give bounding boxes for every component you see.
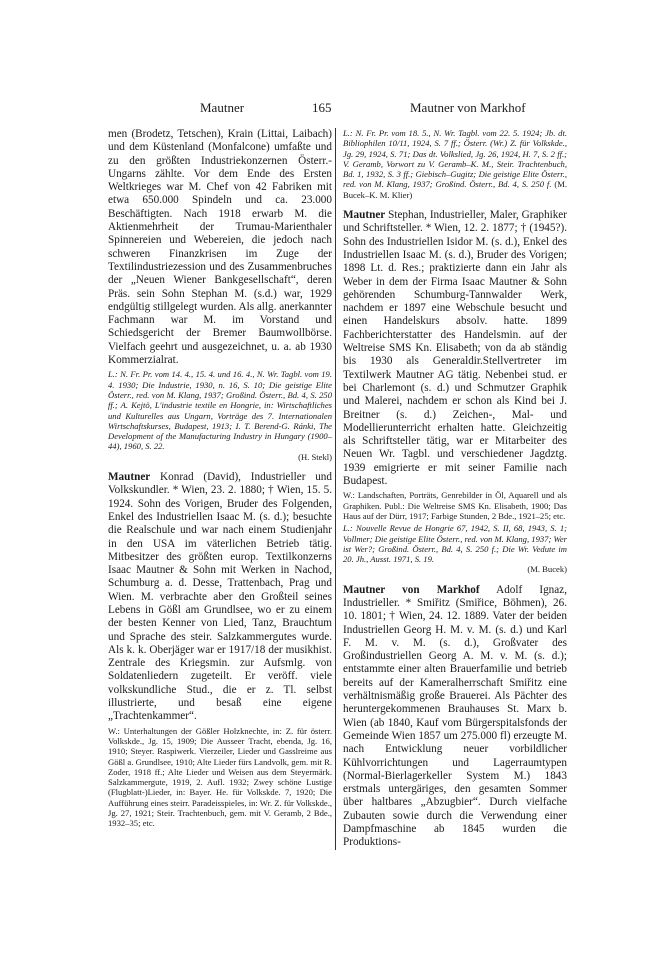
- author-signature: (M. Bucek–K. M. Klier): [343, 179, 568, 200]
- entry-text: Adolf Ignaz, Industrieller. * Smiřitz (Smiřice, Böhmen), 26. 10. 1801; † Wien, 24. 12. 1889. Vater der beiden Industriellen Georg H. M. v. M. (s. d.) und Karl F. M. v. M. (s. d.), Großvater des Großindustriellen Georg A. M. v. M. (s. d.); entstammte einer alten Brauerfamilie und betrieb bereits auf der Kameralherrschaft Smiřitz eine verhältnismäßig große Brauerei. Als Pächter des heruntergekommenen Brauhauses St. Marx b. Wien (ab 1840, Kauf vom Bürgerspitalsfonds der Gemeinde Wien 1857 um 275.000 fl) erzeugte M. nach Entwicklung neuer vorbildlicher Kühlvorrichtungen und Lagerraumtypen (Normal-Bierlagerkeller System M.) 1843 erstmals untergäriges, den gesamten Sommer über haltbares „Abzugbier“. Durch vielfache Zubauten sowie durch die Verwendung einer Dampfmaschine ab 1845 wurden die Produktions-: [343, 583, 567, 849]
- entry-continuation-literature: [108, 369, 332, 462]
- entry-konrad-works: W.: Unterhaltungen der Gößler Holzknechte, in: Z. für österr. Volkskde., Jg. 15, 1909; Die Ausseer Tracht, ebenda, Jg. 16, 1910; Steyer. Raspiwerk. Vierzeiler, Lieder und Gasslreime aus Gößl a. Grundlsee, 1910; Alte Lieder fürs Landvolk, gem. mit R. Zoder, 1918 ff.; Alte Lieder und Weisen aus dem Steyermärk. Salzkammergute, 1919, 2. Aufl. 1932; Zwey schöne Lustige (Flugblatt-)Lieder, in: Bayer. He. für Volkskde. 7, 1920; Die Aufführung eines steirr. Paradeisspieles, in: Wr. Z. für Volkskde., Jg. 27, 1921; Steir. Trachtenbuch, gem. mit V. Geramb, 2 Bde., 1932–35; etc.: [108, 725, 332, 829]
- literature-text: L.: N. Fr. Pr. vom 14. 4., 15. 4. und 16. 4., N. Wr. Tagbl. vom 19. 4. 1930; Die Industrie, 1930, n. 16, S. 10; Die geistige Elite Österr., red. von M. Klang, 1937; Großind. Österr., Bd. 4, S. 250 ff.; A. Kejtö, L'industrie textile en Hongrie, in: Wirtschaftliches und Kulturelles aus Ungarn, Vorträge des 7. Internationalen Wirtschaftskurses, Budapest, 1913; I. T. Berend-G. Ránki, The Development of the Manufacturing Industry in Hungary (1900–44), 1960, S. 22.: [108, 369, 332, 452]
- entry-stephan-works: W.: Landschaften, Porträts, Genrebilder in Öl, Aquarell und als Graphiken. Publ.: Die Weltreise SMS Kn. Elisabeth, 1900; Das Haus auf der Dürr, 1917; Farbige Stunden, 2 Bde., 1921–25; etc.: [343, 490, 567, 521]
- entry-markhof: [343, 584, 567, 850]
- author-signature: (M. Bucek): [527, 564, 567, 575]
- literature-text: L.: N. Fr. Pr. vom 18. 5., N. Wr. Tagbl. vom 22. 5. 1924; Jb. dt. Bibliophilen 10/11, 1924, S. 7 ff.; Österr. (Wr.) Z. für Volkskde., Jg. 29, 1924, S. 71; Das dt. Volkslied, Jg. 26, 1924, H. 7, S. 2 ff.; V. Geramb, Vorwort zu V. Geramb–K. M., Steir. Trachtenbuch, Bd. 1, 1932, S. 3 ff.; Giebisch–Gugitz; Die geistige Elite Österr., red. von M. Klang, 1937; Großind. Österr., Bd. 4, S. 250 f.: [343, 128, 567, 190]
- entry-continuation-text: men (Brodetz, Tetschen), Krain (Littai, Laibach) und dem Küstenland (Monfalcone) umfaßte und zu den größten Industriekonzernen Österr.-Ungarns zählte. Vor dem Ende des Ersten Weltkrieges war M. Chef von 42 Fabriken mit etwa 650.000 Spindeln und ca. 23.000 Beschäftigten. Nach 1918 erwarb M. die Aktienmehrheit der Trumau-Marienthaler Spinnereien und Webereien, die jedoch nach schweren Finanzkrisen im Zuge der Textilindustriezession und des Zusammenbruches der „Neuen Wiener Bankgesellschaft“, deren Präs. sein Sohn Stephan M. (s.d.) war, 1929 endgültig stillgelegt wurden. Als allg. anerkannter Fachmann war M. im Vorstand und Schiedsgericht der Bremer Baumwollbörse. Vielfach geehrt und ausgezeichnet, u. a. ab 1930 Kommerzialrat.: [108, 128, 333, 367]
- entry-text: Stephan, Industrieller, Maler, Graphiker und Schriftsteller. * Wien, 12. 2. 1877; † (1945?). Sohn des Industriellen Isidor M. (s. d.), Enkel des Industriellen Isaac M. (s. d.), Bruder des Vorigen; 1898 Lt. d. Res.; praktizierte dann ein Jahr als Weber in dem der Firma Isaac Mautner & Sohn gehörenden Schumburg-Tannwalder Werk, nachdem er 1897 eine Webschule besucht und einen Handelskurs absolv. hatte. 1899 Fachberichterstatter des Handelsmin. auf der Weltreise SMS Kn. Elisabeth; von da ab ständig bis 1930 als Generaldir.Stellvertreter im Textilwerk Mautner AG tätig. Nebenbei stud. er bei Charlemont (s. d.) und Schmutzer Graphik und Malerei, nachdem er schon als Kind bei J. Breitner (s. d.) Zeichen-, Mal- und Modellierunterricht erhalten hatte. Gleichzeitig als Schriftsteller tätig, war er Mitarbeiter des Neuen Wr. Tagbl. und verschiedener Jagdztg. 1939 emigrierte er mit seiner Familie nach Budapest.: [343, 209, 567, 488]
- entry-name: Mautner: [343, 209, 386, 222]
- column-divider: [335, 128, 336, 850]
- entry-text: Konrad (David), Industrieller und Volkskundler. * Wien, 23. 2. 1880; † Wien, 15. 5. 1924. Sohn des Vorigen, Bruder des Folgenden, Enkel des Industriellen Isaac M. (s. d.); besuchte die Realschule und war nach einem Studienjahr in den USA im väterlichen Betrieb tätig. Mitbesitzer des größten europ. Textilkonzerns Isaac Mautner & Sohn mit Werken in Nachod, Schumburg a. d. Desse, Trattenbach, Prag und Wien. M. verbrachte aber den Großteil seines Lebens in Gößl am Grundlsee, wo er zu einem der besten Kenner von Lied, Tanz, Brauchtum und Sprache des steir. Salzkammergutes wurde. Als k. k. Oberjäger war er 1917/18 der musikhist. Zentrale des Kriegsmin. zur Aufsmlg. von Soldatenliedern zugeteilt. Er veröff. viele volkskundliche Stud., die er z. Tl. selbst illustrierte, und besaß eine eigene „Trachtenkammer“.: [108, 471, 332, 723]
- entry-name: Mautner von Markhof: [343, 583, 480, 596]
- entry-stephan-literature: [343, 523, 567, 574]
- author-signature: (H. Stekl): [298, 451, 332, 462]
- page-number: 165: [312, 100, 332, 115]
- entry-name: Mautner: [108, 471, 151, 484]
- literature-text: L.: Nouvelle Revue de Hongrie 67, 1942, S. II, 68, 1943, S. 1; Vollmer; Die geistige Elite Österr., red. von M. Klang, 1937; Wer ist Wer?; Großind. Österr., Bd. 4, S. 250 f.; Die Wr. Vedute im 20. Jh., Ausst. 1971, S. 19.: [343, 523, 567, 565]
- header-left: Mautner: [200, 100, 245, 115]
- left-column: [108, 128, 332, 829]
- entry-konrad-literature: [343, 128, 567, 200]
- running-header: [0, 100, 660, 120]
- header-right: Mautner von Markhof: [410, 100, 526, 115]
- entry-konrad: [108, 471, 332, 724]
- right-column: [343, 128, 567, 850]
- entry-stephan: [343, 209, 567, 488]
